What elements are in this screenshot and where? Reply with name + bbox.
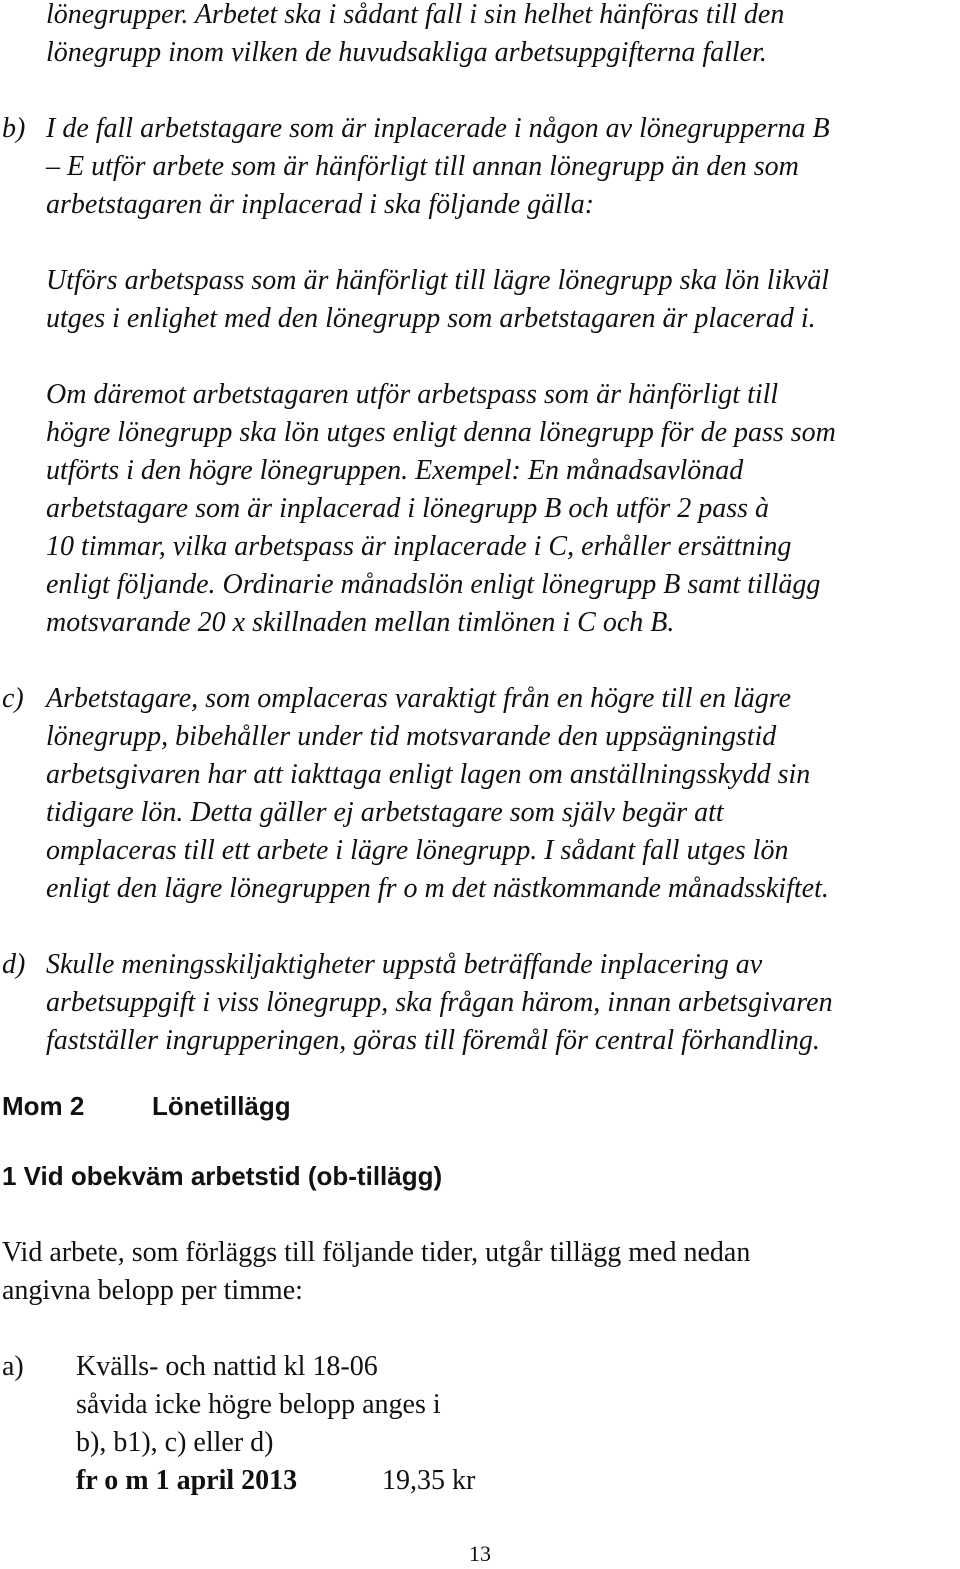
text-line: arbetsgivaren har att iakttaga enligt lagen om anställningsskydd sin bbox=[46, 759, 811, 790]
page-number: 13 bbox=[469, 1541, 491, 1566]
text-line: lönegrupper. Arbetet ska i sådant fall i sin helhet hänföras till den bbox=[46, 0, 785, 30]
text-line: omplaceras till ett arbete i lägre lönegrupp. I sådant fall utges lön bbox=[46, 835, 789, 866]
section-number: Mom 2 bbox=[2, 1091, 85, 1121]
list-marker-a: a) bbox=[2, 1351, 24, 1382]
text-line: angivna belopp per timme: bbox=[2, 1275, 303, 1306]
text-line: utförts i den högre lönegruppen. Exempel: En månadsavlönad bbox=[46, 455, 744, 486]
section-title: Lönetillägg bbox=[152, 1091, 291, 1121]
text-line: Om däremot arbetstagaren utför arbetspass som är hänförligt till bbox=[46, 379, 779, 410]
date-label: fr o m 1 april 2013 bbox=[76, 1465, 298, 1496]
text-line: lönegrupp inom vilken de huvudsakliga arbetsuppgifterna faller. bbox=[46, 37, 767, 68]
text-line: I de fall arbetstagare som är inplacerade i någon av lönegrupperna B bbox=[46, 113, 830, 144]
text-line: arbetstagaren är inplacerad i ska följande gälla: bbox=[46, 189, 595, 220]
text-line: Skulle meningsskiljaktigheter uppstå beträffande inplacering av bbox=[46, 949, 763, 980]
text-line: lönegrupp, bibehåller under tid motsvarande den uppsägningstid bbox=[46, 721, 777, 752]
list-marker-c: c) bbox=[2, 683, 24, 714]
text-line: enligt den lägre lönegruppen fr o m det nästkommande månadsskiftet. bbox=[46, 873, 829, 904]
text-line: Kvälls- och nattid kl 18-06 bbox=[76, 1351, 378, 1382]
text-line: Utförs arbetspass som är hänförligt till lägre lönegrupp ska lön likväl bbox=[46, 265, 829, 296]
text-line: Vid arbete, som förläggs till följande tider, utgår tillägg med nedan bbox=[2, 1237, 751, 1268]
subsection-heading: 1 Vid obekväm arbetstid (ob-tillägg) bbox=[2, 1161, 443, 1191]
text-line: fastställer ingrupperingen, göras till föremål för central förhandling. bbox=[46, 1025, 820, 1056]
text-line: enligt följande. Ordinarie månadslön enligt lönegrupp B samt tillägg bbox=[46, 569, 821, 600]
text-line: såvida icke högre belopp anges i bbox=[76, 1389, 441, 1420]
text-line: – E utför arbete som är hänförligt till annan lönegrupp än den som bbox=[46, 151, 799, 182]
amount-value: 19,35 kr bbox=[382, 1465, 476, 1496]
text-line: tidigare lön. Detta gäller ej arbetstagare som själv begär att bbox=[46, 797, 724, 828]
text-line: Arbetstagare, som omplaceras varaktigt från en högre till en lägre bbox=[46, 683, 792, 714]
text-line: arbetstagare som är inplacerad i lönegrupp B och utför 2 pass à bbox=[46, 493, 770, 524]
text-line: b), b1), c) eller d) bbox=[76, 1427, 274, 1458]
text-line: arbetsuppgift i viss lönegrupp, ska frågan härom, innan arbetsgivaren bbox=[46, 987, 833, 1018]
list-marker-b: b) bbox=[2, 113, 26, 144]
list-marker-d: d) bbox=[2, 949, 26, 980]
text-line: motsvarande 20 x skillnaden mellan timlönen i C och B. bbox=[46, 607, 675, 638]
text-line: utges i enlighet med den lönegrupp som arbetstagaren är placerad i. bbox=[46, 303, 816, 334]
text-line: högre lönegrupp ska lön utges enligt denna lönegrupp för de pass som bbox=[46, 417, 836, 448]
text-line: 10 timmar, vilka arbetspass är inplacerade i C, erhåller ersättning bbox=[46, 531, 792, 562]
